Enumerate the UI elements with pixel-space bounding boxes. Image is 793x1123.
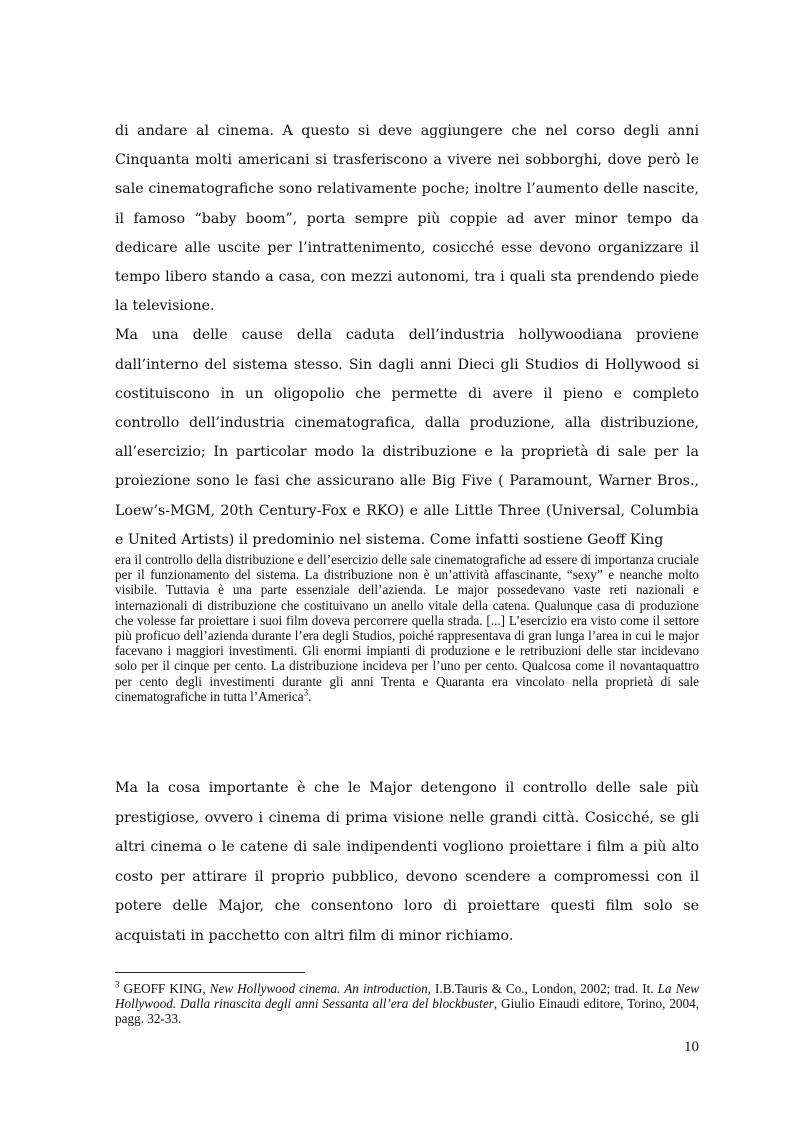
block-quote [115,552,699,704]
footnote-author: GEOFF KING, [123,981,206,996]
footnote-number: 3 [115,979,120,990]
paragraph-1b: Ma una delle cause della caduta dell’industria hollywoodiana proviene dall’interno del sistema stesso. Sin dagli anni Dieci gli Studios di Hollywood si costituiscono in un oligopolio che permette di avere il pieno e completo controllo dell’industria cinematografica, dalla produzione, alla distribuzione, all’esercizio; In particolar modo la distribuzione e la proprietà di sale per la proiezione sono le fasi che assicurano alle Big Five ( Paramount, Warner Bros., Loew’s-MGM, 20th Century-Fox e RKO) e alle Little Three (Universal, Columbia e United Artists) il predominio nel sistema. Come infatti sostiene Geoff King [115,327,699,548]
footnote-title-original: New Hollywood cinema. An introduction [209,981,428,996]
footnote-title-translation: La New Hollywood. Dalla rinascita degli anni Sessanta all’era del blockbuster [115,981,700,1012]
footnote [115,981,699,1027]
footnote-separator [115,972,305,973]
quote-end: . [308,688,312,704]
paragraph-1a: di andare al cinema. A questo si deve aggiungere che nel corso degli anni Cinquanta molti americani si trasferiscono a vivere nei sobborghi, dove però le sale cinematografiche sono relativamente poche; inoltre l’aumento delle nascite, il famoso “baby boom”, porta sempre più coppie ad aver minor tempo da dedicare alle uscite per l’intrattenimento, cosicché esse devono organizzare il tempo libero stando a casa, con mezzi autonomi, tra i quali sta prendendo piede la televisione. [115,123,699,315]
body-paragraph-1 [115,117,699,555]
quote-text: era il controllo della distribuzione e dell’esercizio delle sale cinematografiche ad essere di importanza cruciale per il funzionamento del sistema. La distribuzione non è un’attività affascinante, “sexy” e neanche molto visibile. Tuttavia è una parte essenziale dell’azienda. Le major possedevano vaste reti nazionali e internazionali di distribuzione che costituivano un anello vitale della catena. Qualunque casa di produzione che volesse far proiettare i suoi film doveva percorrere quella strada. [...] L’esercizio era visto come il settore più proficuo dell’azienda durante l’era degli Studios, poiché rappresentava di gran lunga l’area in cui le major facevano i maggiori investimenti. Gli enormi impianti di produzione e le retribuzioni delle star incidevano solo per il cinque per cento. La distribuzione incideva per l’uno per cento. Qualcosa come il novantaquattro per cento degli investimenti durante gli anni Trenta e Quaranta era vincolato nella proprietà di sale cinematografiche in tutta l’America [115,552,699,704]
page-number: 10 [684,1039,699,1055]
footnote-reference[interactable]: 3 [303,687,309,698]
footnote-publisher-original: , I.B.Tauris & Co., London, 2002; trad. It. [427,981,654,996]
paragraph-2: Ma la cosa importante è che le Major detengono il controllo delle sale più prestigiose, ovvero i cinema di prima visione nelle grandi città. Cosicché, se gli altri cinema o le catene di sale indipendenti vogliono proiettare i film a più alto costo per attirare il proprio pubblico, devono scendere a compromessi con il potere delle Major, che consentono loro di proiettare questi film solo se acquistati in pacchetto con altri film di minor richiamo. [115,780,699,944]
body-paragraph-2 [115,774,699,952]
footnote-publisher-translation: , Giulio Einaudi editore, Torino, 2004, pagg. 32-33. [115,996,699,1027]
